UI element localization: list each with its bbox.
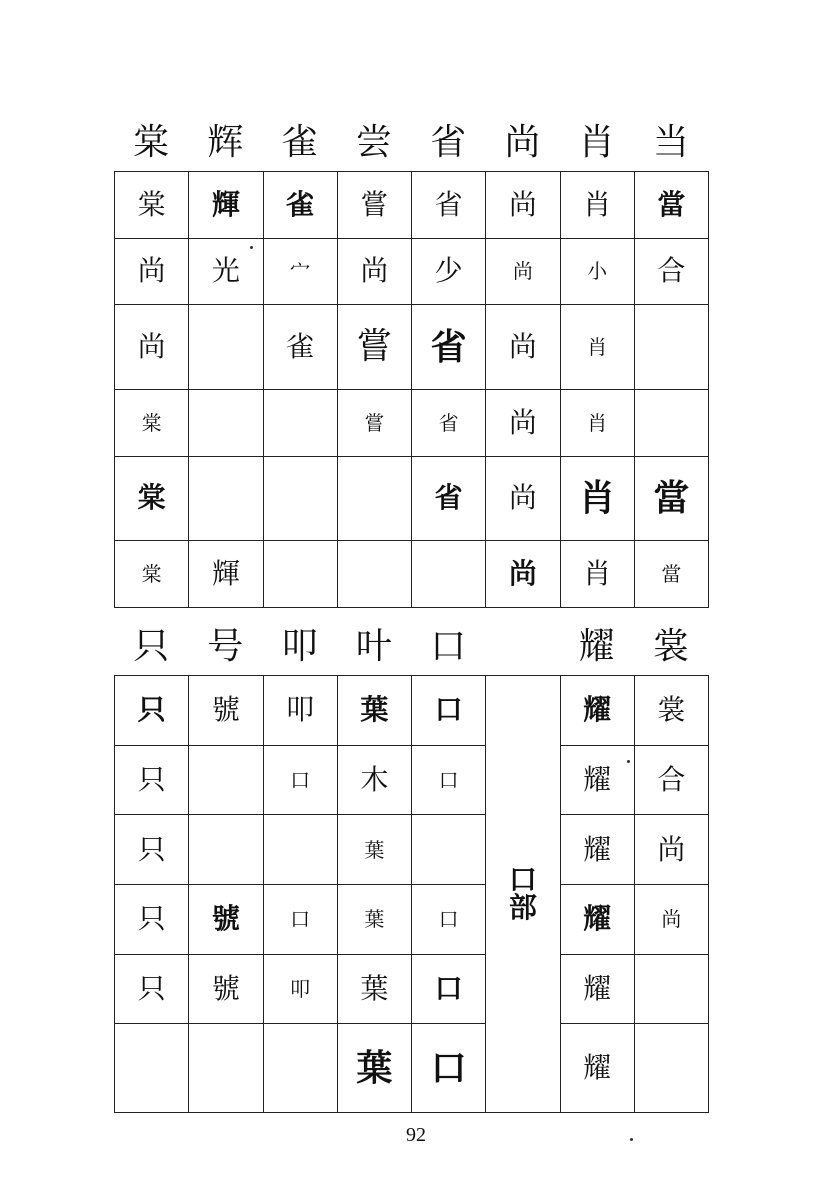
glyph-cell: 嘗 [337, 305, 411, 390]
header-char: 耀 [578, 626, 615, 667]
glyph-cell: 葉 [337, 954, 411, 1024]
glyph-cell: 口 [412, 884, 486, 954]
table-row [115, 305, 709, 390]
glyph-cell: 雀 [263, 305, 337, 390]
table-row [115, 954, 709, 1024]
glyph-cell: 棠 [115, 456, 189, 541]
glyph-cell: 口 [263, 745, 337, 815]
glyph-cell: 號 [189, 676, 263, 746]
header-char: 肖 [578, 122, 615, 163]
table-row [115, 1024, 709, 1113]
glyph-cell: 省 [412, 305, 486, 390]
print-mark [250, 246, 253, 249]
glyph-cell: 小 [560, 238, 634, 305]
glyph-cell: 葉 [337, 676, 411, 746]
glyph-cell: 口 [263, 884, 337, 954]
header-char: 裳 [652, 626, 689, 667]
glyph-cell: 只 [115, 745, 189, 815]
glyph-cell: 裳 [634, 676, 708, 746]
glyph-cell: 嘗 [337, 389, 411, 456]
glyph-cell: 口 [412, 745, 486, 815]
table-row [115, 541, 709, 608]
glyph-cell: 省 [412, 456, 486, 541]
glyph-cell [263, 815, 337, 885]
glyph-cell: 棠 [115, 172, 189, 239]
glyph-cell: 耀 [560, 954, 634, 1024]
glyph-cell: 棠 [115, 541, 189, 608]
glyph-cell: 只 [115, 954, 189, 1024]
glyph-cell: 尚 [486, 238, 560, 305]
glyph-cell [263, 389, 337, 456]
glyph-cell: 木 [337, 745, 411, 815]
glyph-cell: 合 [634, 745, 708, 815]
glyph-cell: 尚 [486, 305, 560, 390]
header-char: 尚 [504, 122, 541, 163]
glyph-cell: 嘗 [337, 172, 411, 239]
glyph-cell [189, 815, 263, 885]
glyph-cell: 尚 [486, 172, 560, 239]
top-header-row [114, 118, 708, 168]
glyph-cell: 尚 [337, 238, 411, 305]
glyph-cell: 尚 [115, 305, 189, 390]
glyph-cell: 口 [412, 954, 486, 1024]
glyph-cell [634, 1024, 708, 1113]
table-row [115, 884, 709, 954]
header-char: 尝 [355, 122, 392, 163]
header-char: 叩 [281, 626, 318, 667]
header-char: 口 [430, 626, 467, 667]
glyph-cell [634, 389, 708, 456]
header-char: 当 [652, 122, 689, 163]
header-char: 只 [133, 626, 170, 667]
print-mark [627, 760, 630, 763]
glyph-cell: 尚 [486, 389, 560, 456]
glyph-cell: 宀 [263, 238, 337, 305]
glyph-cell: 雀 [263, 172, 337, 239]
header-char [485, 622, 559, 672]
glyph-cell: 尚 [634, 884, 708, 954]
glyph-cell: 肖 [560, 541, 634, 608]
header-char: 号 [207, 626, 244, 667]
glyph-cell [337, 541, 411, 608]
page-number: 92 [406, 1124, 426, 1146]
bottom-glyph-table [114, 675, 709, 1113]
glyph-cell: 只 [115, 884, 189, 954]
glyph-cell: 號 [189, 954, 263, 1024]
bottom-header-row [114, 622, 708, 672]
header-char: 辉 [207, 122, 244, 163]
glyph-cell: 叩 [263, 954, 337, 1024]
glyph-cell [634, 954, 708, 1024]
glyph-cell [337, 456, 411, 541]
glyph-cell: 號 [189, 884, 263, 954]
glyph-cell [189, 456, 263, 541]
table-row [115, 676, 709, 746]
glyph-cell [412, 541, 486, 608]
glyph-cell: 輝 [189, 172, 263, 239]
radical-char: 部 [508, 891, 537, 924]
table-row [115, 456, 709, 541]
glyph-cell: 耀 [560, 884, 634, 954]
glyph-cell: 尚 [486, 456, 560, 541]
glyph-cell: 肖 [560, 456, 634, 541]
glyph-cell: 合 [634, 238, 708, 305]
table-row [115, 172, 709, 239]
glyph-cell [263, 1024, 337, 1113]
glyph-cell [189, 305, 263, 390]
glyph-cell: 省 [412, 389, 486, 456]
glyph-cell: 肖 [560, 389, 634, 456]
glyph-cell: 只 [115, 815, 189, 885]
glyph-cell: 肖 [560, 305, 634, 390]
header-char: 省 [430, 122, 467, 163]
glyph-cell: 尚 [634, 815, 708, 885]
glyph-cell: 口 [412, 1024, 486, 1113]
glyph-cell: 尚 [486, 541, 560, 608]
glyph-cell [189, 389, 263, 456]
glyph-cell: 葉 [337, 884, 411, 954]
top-glyph-table [114, 171, 709, 608]
glyph-cell: 只 [115, 676, 189, 746]
glyph-cell: 光 [189, 238, 263, 305]
glyph-cell: 耀 [560, 676, 634, 746]
table-row [115, 815, 709, 885]
glyph-cell: 省 [412, 172, 486, 239]
glyph-cell [115, 1024, 189, 1113]
glyph-cell: 葉 [337, 815, 411, 885]
glyph-cell: 輝 [189, 541, 263, 608]
glyph-cell: 耀 [560, 815, 634, 885]
glyph-cell: 當 [634, 541, 708, 608]
radical-char: 口 [508, 863, 537, 896]
glyph-cell: 少 [412, 238, 486, 305]
glyph-cell [634, 305, 708, 390]
glyph-cell [263, 541, 337, 608]
glyph-cell: 尚 [115, 238, 189, 305]
glyph-cell [412, 815, 486, 885]
glyph-cell: 當 [634, 172, 708, 239]
glyph-cell [189, 1024, 263, 1113]
header-char: 叶 [355, 626, 392, 667]
header-char: 棠 [133, 122, 170, 163]
radical-label [486, 676, 560, 1113]
glyph-cell: 耀 [560, 1024, 634, 1113]
table-row [115, 389, 709, 456]
glyph-cell: 口 [412, 676, 486, 746]
table-row [115, 745, 709, 815]
glyph-cell: 棠 [115, 389, 189, 456]
glyph-cell [263, 456, 337, 541]
header-char: 雀 [281, 122, 318, 163]
table-row [115, 238, 709, 305]
glyph-cell: 叩 [263, 676, 337, 746]
glyph-cell: 葉 [337, 1024, 411, 1113]
glyph-cell: 耀 [560, 745, 634, 815]
glyph-cell: 肖 [560, 172, 634, 239]
glyph-cell: 當 [634, 456, 708, 541]
glyph-cell [189, 745, 263, 815]
